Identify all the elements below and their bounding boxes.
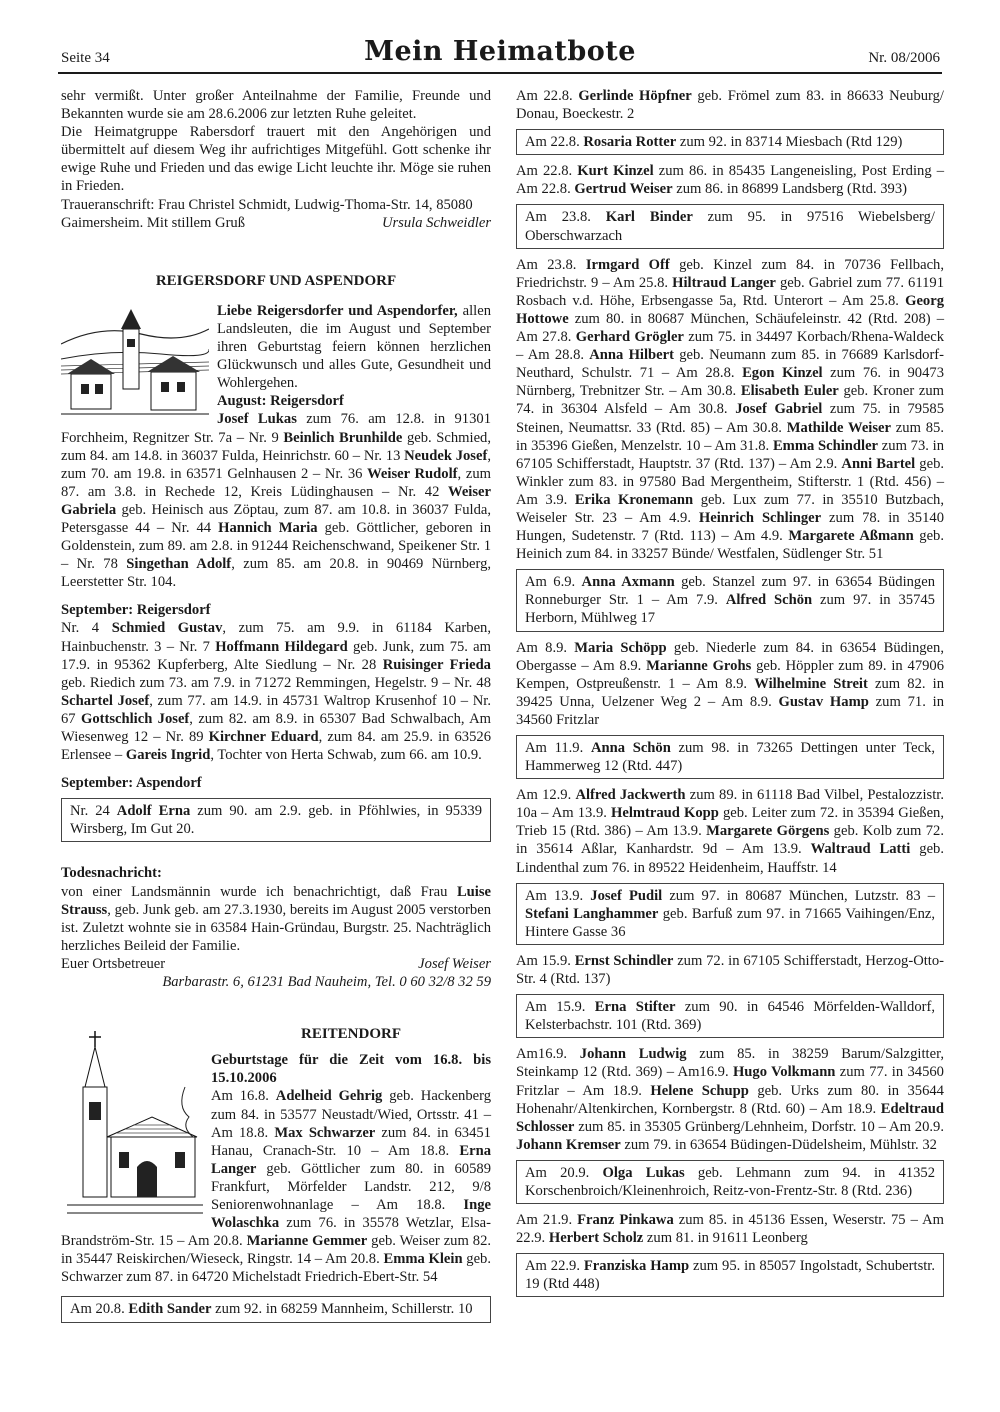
birthday-list: Am 8.9. Maria Schöpp geb. Niederle zum 84. in 63654 Büdingen, Obergasse – Am 8.9. Marianne Grohs geb. Höppler zum 89. in 47906 Kempen, Ostpreußenstr. 1 – Am 8.9. Wilhelmine Streit zum 82. in 39425 Unna, Uelzener Weg 2 – Am 8.9. Gustav Hamp zum 71. in 34560 Fritzlar <box>516 639 945 728</box>
birthday-list: Am 21.9. Franz Pinkawa zum 85. in 45136 Essen, Weserstr. 75 – Am 22.9. Herbert Scholz zum 81. in 91611 Leonberg <box>516 1212 945 1247</box>
obituary-signature: Gaimersheim. Mit stillem Gruß Ursula Schweidler <box>61 214 491 231</box>
village-illustration-icon <box>61 304 209 422</box>
subheading-birthdays: Geburtstage für die Zeit vom 16.8. bis 15.10.2006 <box>211 1052 491 1087</box>
subheading-september-aspendorf: September: Aspendorf <box>61 775 202 792</box>
birthday-list: Am 12.9. Alfred Jackwerth zum 89. in 61118 Bad Vilbel, Pestalozzistr. 10a – Am 13.9. Helmtraud Kopp geb. Leiter zum 72. in 35394 Gießen, Trieb 15 (Rtd. 386) – Am 13.9. Margarete Görgens geb. Kolb zum 72. in 35614 Aßlar, Kanhardstr. 9d – Am 13.9. Waltraud Latti geb. Lindenthal zum 76. in 89522 Heidenheim, Hauffstr. 14 <box>516 787 945 876</box>
boxed-birthday: Am 11.9. Anna Schön zum 98. in 73265 Dettingen unter Teck, Hammerweg 12 (Rtd. 447) <box>516 735 944 779</box>
boxed-birthday: Am 15.9. Erna Stifter zum 90. in 64546 Mörfelden-Walldorf, Kelsterbachstr. 101 (Rtd. 369) <box>516 994 944 1038</box>
contact-address: Barbarastr. 6, 61231 Bad Nauheim, Tel. 0 60 32/8 32 59 <box>162 974 491 991</box>
reitendorf-section <box>61 1025 491 1286</box>
issue-number: Nr. 08/2006 <box>868 50 940 66</box>
birthday-entry: Am 22.8. Gerlinde Höpfner geb. Frömel zum 83. in 86633 Neuburg/ Donau, Boeckestr. 2 <box>516 88 944 123</box>
subheading-death-notice: Todesnachricht: <box>61 865 162 882</box>
boxed-birthday: Am 13.9. Josef Pudil zum 97. in 80687 München, Lutzstr. 83 – Stefani Langhammer geb. Barfuß zum 97. in 71665 Vaihingen/Enz, Hintere Gasse 36 <box>516 883 944 945</box>
boxed-birthday: Am 6.9. Anna Axmann geb. Stanzel zum 97. in 63654 Büdingen Ronneburger Str. 1 – Am 7.9. Alfred Schön zum 97. in 35745 Herborn, Mühlweg 17 <box>516 569 944 631</box>
boxed-birthday: Am 20.8. Edith Sander zum 92. in 68259 Mannheim, Schillerstr. 10 <box>61 1296 491 1322</box>
birthday-list: Am 23.8. Irmgard Off geb. Kinzel zum 84. in 70736 Fellbach, Friedrichstr. 9 – Am 25.8. Hiltraud Langer geb. Gabriel zum 77. 61191 Rosbach v.d. Höhe, Erbsengasse 5a, Rtd. Unterort – Am 25.8. Georg Hottowe zum 80. in 80687 München, Schäufeleinstr. 42 (Rtd. 208) – Am 27.8. Gerhard Grögler zum 75. in 34497 Korbach/Rhena-Waldeck – Am 28.8. Anna Hilbert geb. Neumann zum 85. in 76689 Karlsdorf-Neuthard, Schulstr. 71 – Am 28.8. Egon Kinzel zum 76. in 90473 Nürnberg, Trebnitzer Str. – Am 30.8. Elisabeth Euler geb. Kroner zum 74. in 36304 Alsfeld – Am 30.8. Josef Gabriel zum 75. in 79585 Steinen, Neumattsr. 33 (Rtd. 85) – Am 30.8. Mathilde Weiser zum 85. in 35396 Gießen, Menzelstr. 10 – Am 31.8. Emma Schindler zum 73. in 67105 Schifferstadt, Hauptstr. 37 (Rtd. 137) – Am 2.9. Anni Bartel geb. Winkler zum 83. in 97580 Bad Mergentheim, Stifterstr. 1 (Rtd. 456) – Am 3.9. Erika Kronemann geb. Lux zum 77. in 35510 Butzbach, Weiseler Str. 23 – Am 4.9. Heinrich Schlinger zum 78. in 35140 Hungen, Sudetenstr. 7 (Rtd. 113) – Am 4.9. Margarete Aßmann geb. Heinich zum 84. in 33257 Bünde/ Westfalen, Südlenger Str. 51 <box>516 256 945 563</box>
boxed-birthday: Am 20.9. Olga Lukas geb. Lehmann zum 94. in 41352 Korschenbroich/Kleinenhroich, Reitz-von-Frentz-Str. 8 (Rtd. 236) <box>516 1160 944 1204</box>
obituary-address: Traueranschrift: Frau Christel Schmidt, Ludwig-Thoma-Str. 14, 85080 <box>61 196 473 213</box>
left-column <box>61 87 491 1330</box>
subheading-september-reigersdorf: September: Reigersdorf <box>61 602 211 619</box>
section-heading-reitendorf: REITENDORF <box>300 1026 401 1043</box>
church-illustration-icon <box>67 1027 203 1223</box>
boxed-birthday: Am 23.8. Karl Binder zum 95. in 97516 Wiebelsberg/ Oberschwarzach <box>516 204 944 248</box>
intro-heading: Liebe Reigersdorfer und Aspendorfer, <box>217 302 458 319</box>
death-notice-text: von einer Landsmännin wurde ich benachrichtigt, daß Frau Luise Strauss, geb. Junk geb. am 27.3.1930, bereits im August 2005 verstorben ist. Zuletzt wohnte sie in 63584 Hain-Gründau, Burgstr. 25. Nachträglich herzliches Beileid der Familie. <box>61 883 491 954</box>
birthday-list: Josef Lukas zum 76. am 12.8. in 91301 Forchheim, Regnitzer Str. 7a – Nr. 9 Beinlich Brunhilde geb. Schmied, zum 84. am 14.8. in 36037 Fulda, Heinrichstr. 60 – Nr. 13 Neudek Josef, zum 70. am 19.8. in 63571 Gelnhausen 2 – Nr. 36 Weiser Rudolf, zum 87. am 3.8. in Rechede 12, Kreis Lüdinghausen – Nr. 42 Weiser Gabriela geb. Heinisch aus Zöptau, zum 87. am 10.8. in 36037 Fulda, Petersgasse 44 – Nr. 44 Hannich Maria geb. Göttlicher, geboren in Goldenstein, zum 89. am 2.8. in 91244 Reichenschwand, Speikener Str. 1 – Nr. 78 Singethan Adolf, zum 85. am 20.8. in 90469 Nürnberg, Leerstetter Str. 104. <box>61 411 492 591</box>
header-rule <box>58 72 942 74</box>
obituary-text: sehr vermißt. Unter großer Anteilnahme der Familie, Freunde und Bekannten wurde sie am 28.6.2006 zur letzten Ruhe geleitet. <box>61 88 491 123</box>
birthday-entry: Am 15.9. Ernst Schindler zum 72. in 67105 Schifferstadt, Herzog-Otto-Str. 4 (Rtd. 137) <box>516 952 944 988</box>
birthday-entry: Am 22.8. Kurt Kinzel zum 86. in 85435 Langeneisling, Post Erding – Am 22.8. Gertrud Weiser zum 86. in 86899 Landsberg (Rtd. 393) <box>516 163 944 198</box>
boxed-birthday: Am 22.9. Franziska Hamp zum 95. in 85057 Ingolstadt, Schubertstr. 19 (Rtd 448) <box>516 1253 944 1297</box>
obituary-text: Die Heimatgruppe Rabersdorf trauert mit den Angehörigen und übermittelt auf diesem Weg ihr aufrichtiges Mitgefühl. Gott schenke ihr ewige Ruhe und Frieden und das ewige Licht leuchte ihr. Möge sie ruhen in Frieden. <box>61 124 491 195</box>
right-column <box>516 87 944 1304</box>
birthday-list: Am 16.8. Adelheid Gehrig geb. Hackenberg zum 84. in 53577 Neustadt/Wied, Ortsstr. 41 – Am 18.8. Max Schwarzer zum 84. in 63451 Hanau, Cranach-Str. 10 – Am 18.8. Erna Langer geb. Göttlicher zum 80. in 60589 Frankfurt, Mörfelder Landstr. 212, 9/8 Seniorenwohnanlage – Am 18.8. Inge Wolaschka zum 76. in 35578 Wetzlar, Elsa-Brandström-Str. 15 – Am 20.8. Marianne Gemmer geb. Weiser zum 82. in 35447 Reiskirchen/Wieseck, Ringstr. 14 – Am 20.8. Emma Klein geb. Schwarzer zum 87. in 64720 Michelstadt Friedrich-Ebert-Str. 54 <box>61 1088 492 1286</box>
birthday-list: Am16.9. Johann Ludwig zum 85. in 38259 Barum/Salzgitter, Steinkamp 12 (Rtd. 369) – Am16.9. Hugo Volkmann zum 77. in 34560 Fritzlar – Am 18.9. Helene Schupp geb. Urks zum 80. in 35644 Hohenahr/Altenkirchen, Kornbergstr. 8 (Rtd. 60) – Am 18.9. Edeltraud Schlosser zum 85. in 35305 Grünberg/Lehnheim, Dorfstr. 10 – Am 20.9. Johann Kremser zum 79. in 63654 Büdingen-Düdelsheim, Mühlstr. 32 <box>516 1046 944 1153</box>
section-heading-reigersdorf: REIGERSDORF UND ASPENDORF <box>155 272 397 289</box>
death-notice-signature: Euer Ortsbetreuer Josef Weiser <box>61 955 491 972</box>
boxed-birthday: Am 22.8. Rosaria Rotter zum 92. in 83714 Miesbach (Rtd 129) <box>516 129 944 155</box>
intro-text: allen Landsleuten, die im August und September ihren Geburtstag feiern können herzlichen Glückwunsch und alles Gute, Gesundheit und Wohlergehen. <box>217 302 492 392</box>
birthday-list: Nr. 4 Schmied Gustav, zum 75. am 9.9. in 61184 Karben, Hainbuchenstr. 3 – Nr. 7 Hoffmann Hildegard geb. Junk, zum 75. am 17.9. in 95362 Kupferberg, Alte Siedlung – Nr. 28 Ruisinger Frieda geb. Riedich zum 73. am 7.9. in 71272 Remmingen, Hegelstr. 9 – Nr. 48 Schartel Josef, zum 77. am 14.9. in 45731 Waltrop Krusenhof 10 – Nr. 67 Gottschlich Josef, zum 82. am 8.9. in 65307 Bad Schwalbach, Am Wiesenweg 12 – Nr. 89 Kirchner Eduard, zum 84. am 25.9. in 63526 Erlensee – Gareis Ingrid, Tochter von Herta Schwab, zum 66. am 10.9. <box>61 620 491 764</box>
page-number: Seite 34 <box>61 50 110 66</box>
newspaper-title: Mein Heimatbote <box>364 36 636 67</box>
boxed-birthday: Nr. 24 Adolf Erna zum 90. am 2.9. geb. in Pföhlwies, in 95339 Wirsberg, Im Gut 20. <box>61 798 491 842</box>
subheading-august: August: Reigersdorf <box>217 393 344 410</box>
